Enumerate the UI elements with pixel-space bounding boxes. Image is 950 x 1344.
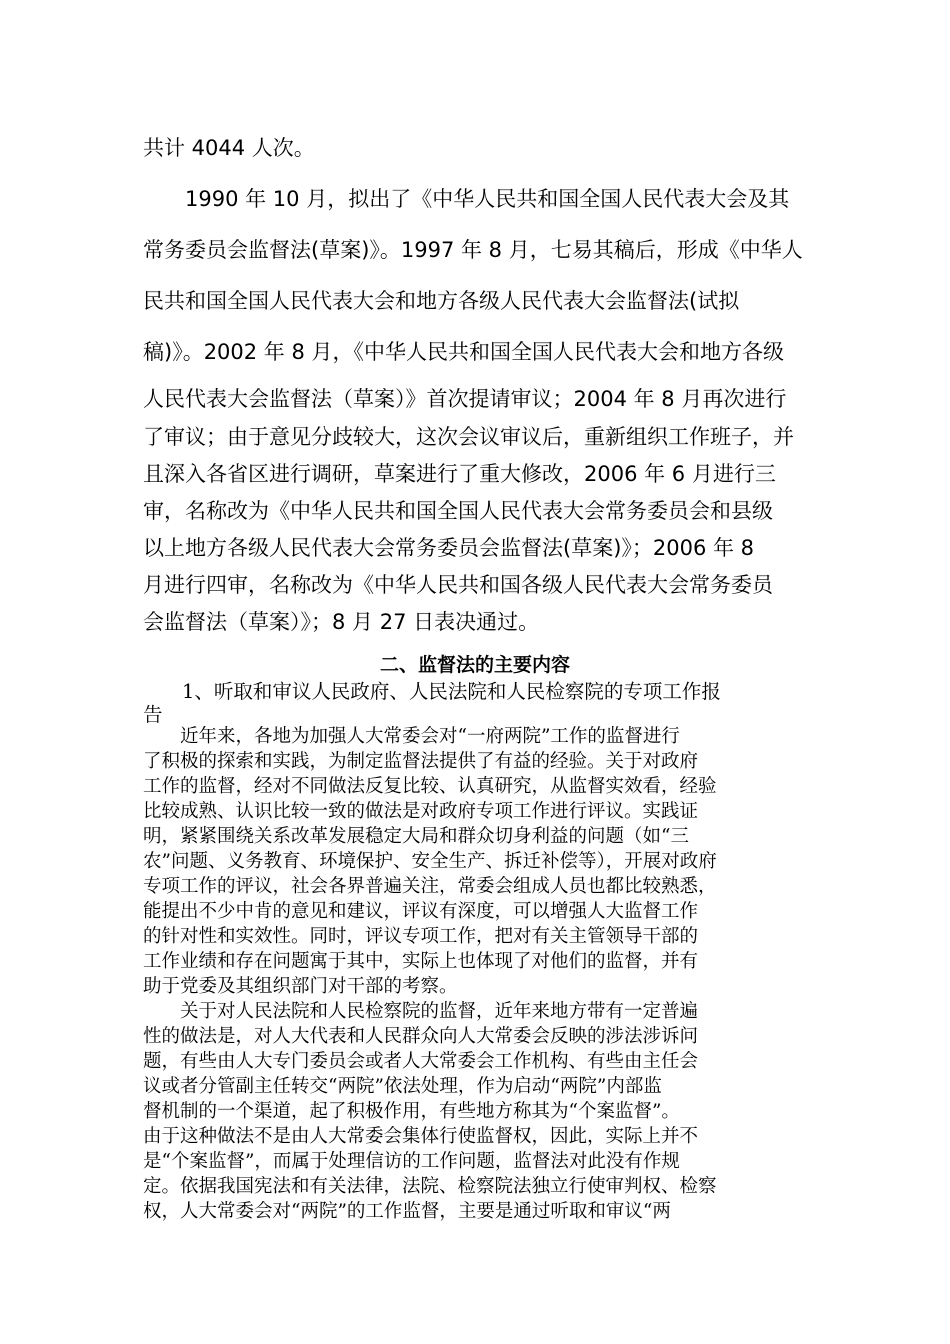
paragraph-line: 性的做法是，对人大代表和人民群众向人大常委会反映的涉法涉诉问 <box>143 1026 699 1047</box>
paragraph-line: 定。依据我国宪法和有关法律，法院、检察院法独立行使审判权、检察 <box>143 1176 717 1197</box>
paragraph-line: 比较成熟、认识比较一致的做法是对政府专项工作进行评议。实践证 <box>143 801 699 822</box>
paragraph-line: 以上地方各级人民代表大会常务委员会监督法(草案)》；2006 年 8 <box>143 536 755 560</box>
paragraph-line: 了积极的探索和实践，为制定监督法提供了有益的经验。关于对政府 <box>143 751 699 772</box>
paragraph-line: 常务委员会监督法(草案)》。1997 年 8 月，七易其稿后，形成《中华人 <box>143 238 803 262</box>
paragraph-line: 审，名称改为《中华人民共和国全国人民代表大会常务委员会和县级 <box>143 499 773 523</box>
paragraph-line: 权，人大常委会对“两院”的工作监督，主要是通过听取和审议“两 <box>143 1201 671 1222</box>
paragraph-line: 工作业绩和存在问题寓于其中，实际上也体现了对他们的监督，并有 <box>143 951 699 972</box>
paragraph-line: 了审议；由于意见分歧较大，这次会议审议后，重新组织工作班子，并 <box>143 425 794 449</box>
paragraph-line: 近年来，各地为加强人大常委会对“一府两院”工作的监督进行 <box>143 726 680 747</box>
paragraph-line: 是“个案监督”，而属于处理信访的工作问题，监督法对此没有作规 <box>143 1151 680 1172</box>
section-heading: 二、监督法的主要内容 <box>379 654 570 676</box>
paragraph-line: 能提出不少中肯的意见和建议，评议有深度，可以增强人大监督工作 <box>143 901 699 922</box>
paragraph-line: 工作的监督，经对不同做法反复比较、认真研究，从监督实效看，经验 <box>143 776 717 797</box>
paragraph-line: 题，有些由人大专门委员会或者人大常委会工作机构、有些由主任会 <box>143 1051 699 1072</box>
paragraph-line: 督机制的一个渠道，起了积极作用，有些地方称其为“个案监督”。 <box>143 1101 680 1122</box>
paragraph-line: 会监督法（草案）》；8 月 27 日表决通过。 <box>143 610 540 634</box>
paragraph-line: 由于这种做法不是由人大常委会集体行使监督权，因此，实际上并不 <box>143 1126 699 1147</box>
paragraph-line: 民共和国全国人民代表大会和地方各级人民代表大会监督法(试拟 <box>143 289 740 313</box>
paragraph-line: 助于党委及其组织部门对干部的考察。 <box>143 976 458 997</box>
paragraph-line: 人民代表大会监督法（草案）》首次提请审议；2004 年 8 月再次进行 <box>143 387 787 411</box>
paragraph-line: 关于对人民法院和人民检察院的监督，近年来地方带有一定普遍 <box>143 1001 699 1022</box>
paragraph-line: 共计 4044 人次。 <box>143 136 315 160</box>
paragraph-line: 农”问题、义务教育、环境保护、安全生产、拆迁补偿等），开展对政府 <box>143 851 717 872</box>
paragraph-line: 稿)》。2002 年 8 月，《中华人民共和国全国人民代表大会和地方各级 <box>143 340 785 364</box>
paragraph-line: 明，紧紧围绕关系改革发展稳定大局和群众切身利益的问题（如“三 <box>143 826 689 847</box>
paragraph-line: 且深入各省区进行调研，草案进行了重大修改，2006 年 6 月进行三 <box>143 462 776 486</box>
paragraph-line: 的针对性和实效性。同时，评议专项工作，把对有关主管领导干部的 <box>143 926 699 947</box>
paragraph-line: 专项工作的评议，社会各界普遍关注，常委会组成人员也都比较熟悉， <box>143 876 717 897</box>
subheading-line: 1、听取和审议人民政府、人民法院和人民检察院的专项工作报 <box>143 680 721 703</box>
paragraph-line: 1990 年 10 月，拟出了《中华人民共和国全国人民代表大会及其 <box>143 187 790 211</box>
paragraph-line: 议或者分管副主任转交“两院”依法处理，作为启动“两院”内部监 <box>143 1076 662 1097</box>
paragraph-line: 月进行四审，名称改为《中华人民共和国各级人民代表大会常务委员 <box>143 573 773 597</box>
subheading-line: 告 <box>143 703 163 726</box>
